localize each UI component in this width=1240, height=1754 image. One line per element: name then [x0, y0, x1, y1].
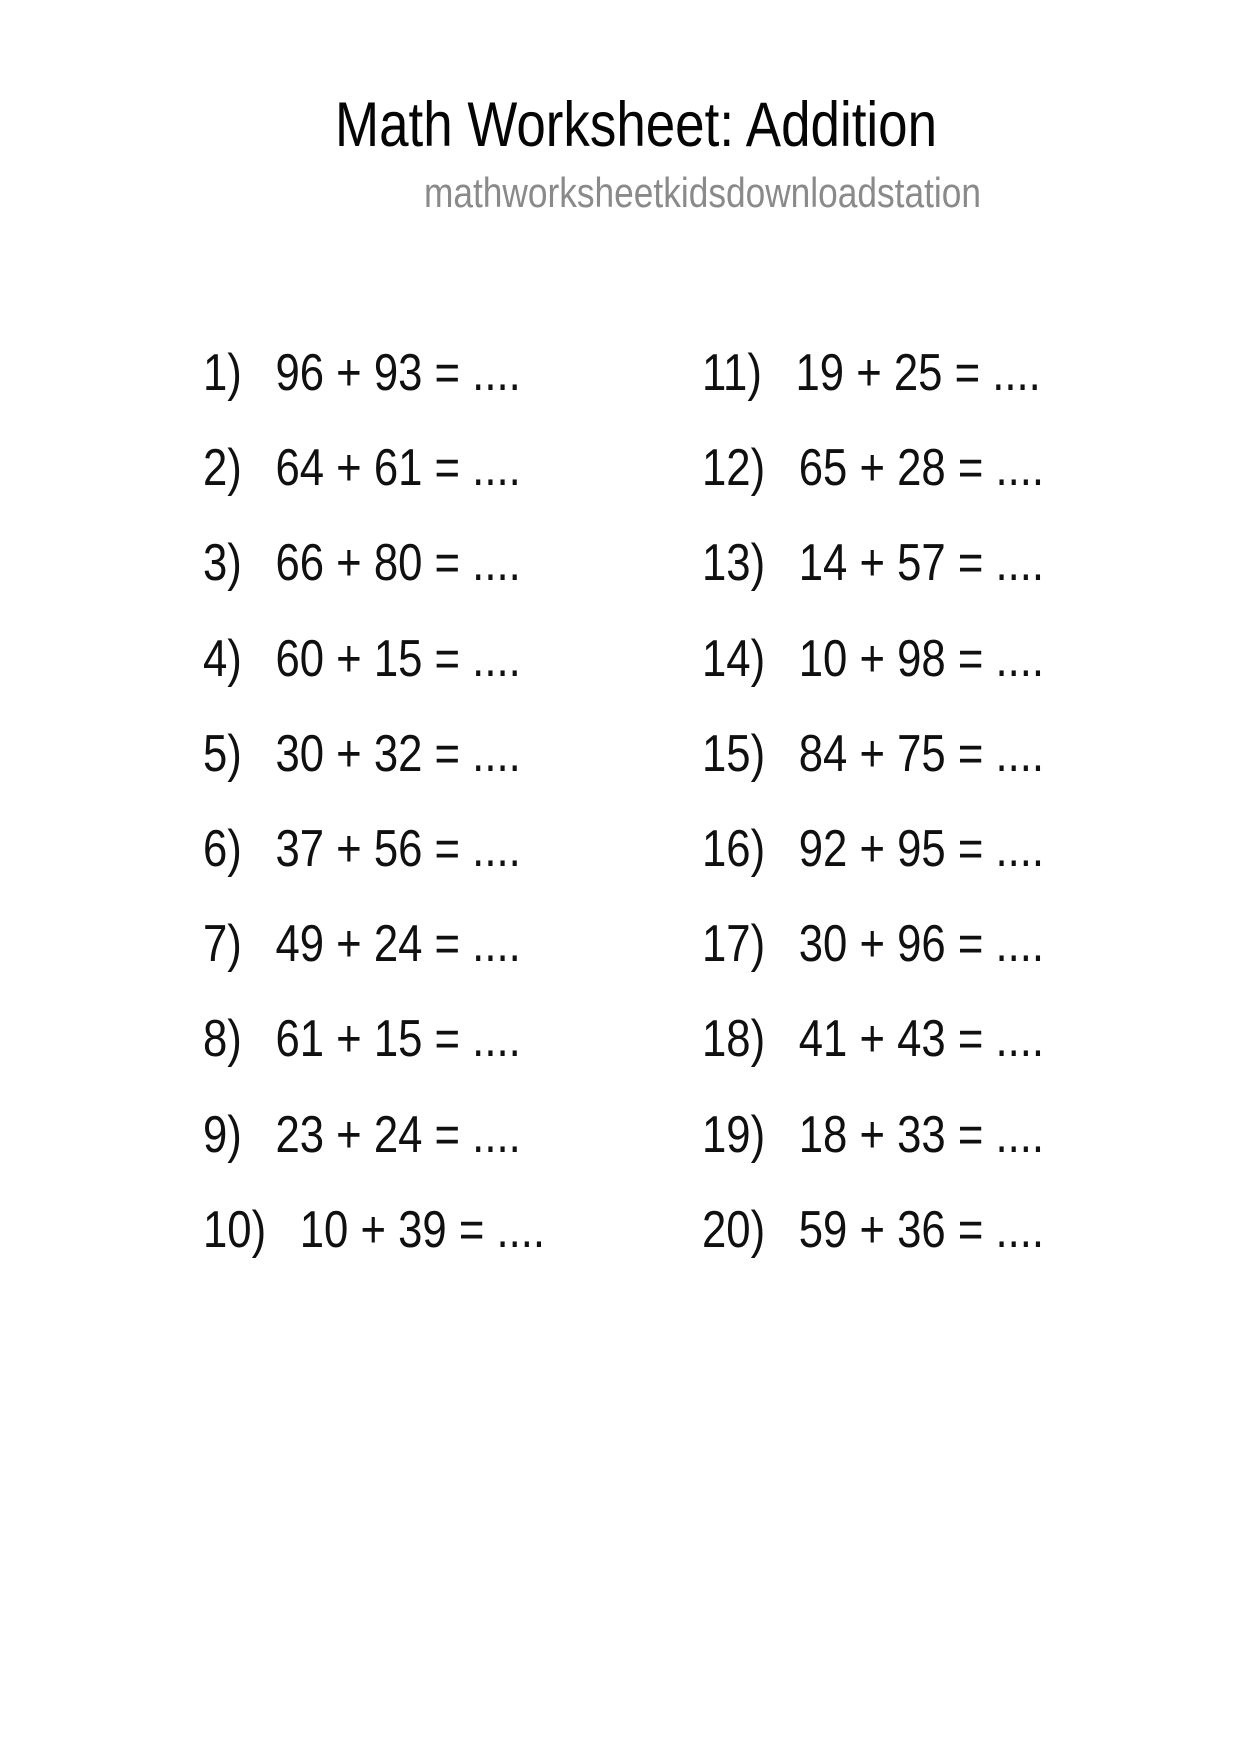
problem-expression: 49 + 24 = .... [275, 915, 521, 974]
problem-number-label: 1) [203, 344, 242, 402]
problem-row [702, 534, 1109, 632]
problem-expression: 41 + 43 = .... [798, 1010, 1045, 1069]
problem-text [203, 629, 521, 688]
problem-text [702, 439, 1045, 498]
problem-expression: 19 + 25 = .... [795, 344, 1041, 402]
problem-expression: 10 + 98 = .... [798, 629, 1045, 688]
problem-row [702, 819, 1109, 918]
problem-expression: 66 + 80 = .... [275, 534, 521, 593]
problem-row [203, 915, 610, 1013]
problem-row [702, 1010, 1109, 1108]
problem-expression: 64 + 61 = .... [275, 439, 521, 498]
problem-number-label: 8) [203, 1010, 242, 1069]
problem-number-label: 15) [702, 724, 766, 783]
problem-row [702, 629, 1109, 728]
problem-row [203, 819, 610, 918]
page-title: Math Worksheet: Addition [335, 90, 938, 160]
problem-row [203, 344, 610, 442]
problem-number-label: 17) [702, 915, 766, 974]
problem-expression: 61 + 15 = .... [275, 1010, 521, 1069]
problem-number-label: 18) [702, 1010, 766, 1069]
problem-number-label: 13) [702, 534, 766, 593]
problem-number-label: 5) [203, 724, 242, 783]
problems-column-right [702, 344, 1109, 1299]
problem-text [702, 344, 1041, 402]
problems-column-left [203, 344, 610, 1299]
problem-text [702, 1200, 1045, 1259]
problem-row [203, 629, 610, 728]
problem-row [702, 1105, 1109, 1204]
problem-number-label: 11) [702, 344, 762, 402]
problem-row [203, 1105, 610, 1204]
problem-text [702, 629, 1045, 688]
problem-expression: 30 + 32 = .... [275, 724, 521, 783]
problem-text [702, 915, 1045, 974]
problem-expression: 18 + 33 = .... [798, 1105, 1045, 1164]
problem-expression: 59 + 36 = .... [798, 1200, 1045, 1259]
problem-expression: 30 + 96 = .... [798, 915, 1045, 974]
problem-text [203, 1200, 546, 1259]
problem-text [702, 1010, 1045, 1069]
problem-expression: 84 + 75 = .... [798, 724, 1045, 783]
problem-text [203, 1105, 521, 1164]
problem-row [203, 1010, 610, 1108]
problem-expression: 60 + 15 = .... [275, 629, 521, 688]
problem-row [203, 534, 610, 632]
problem-number-label: 19) [702, 1105, 766, 1164]
problem-row [203, 1200, 610, 1299]
problem-text [702, 724, 1045, 783]
problem-expression: 92 + 95 = .... [798, 819, 1045, 878]
page-subtitle: mathworksheetkidsdownloadstation [424, 169, 981, 216]
problem-row [702, 439, 1109, 537]
problem-number-label: 9) [203, 1105, 242, 1164]
problem-number-label: 12) [702, 439, 766, 498]
problem-text [203, 819, 521, 878]
problem-text [203, 915, 521, 974]
problem-text [203, 344, 521, 402]
problem-number-label: 2) [203, 439, 242, 498]
problem-expression: 37 + 56 = .... [275, 819, 521, 878]
problem-row [203, 439, 610, 537]
problem-text [702, 534, 1045, 593]
problem-text [702, 819, 1045, 878]
problem-text [702, 1105, 1045, 1164]
problem-text [203, 724, 521, 783]
problem-number-label: 14) [702, 629, 766, 688]
problem-text [203, 534, 521, 593]
problem-expression: 96 + 93 = .... [275, 344, 521, 402]
problem-row [702, 344, 1109, 442]
problem-number-label: 6) [203, 819, 242, 878]
problem-row [702, 915, 1109, 1013]
problem-number-label: 16) [702, 819, 766, 878]
problem-expression: 23 + 24 = .... [275, 1105, 521, 1164]
problem-row [203, 724, 610, 823]
problem-row [702, 724, 1109, 823]
problem-number-label: 20) [702, 1200, 766, 1259]
problem-row [702, 1200, 1109, 1299]
problem-expression: 14 + 57 = .... [798, 534, 1045, 593]
problem-text [203, 439, 521, 498]
problem-number-label: 4) [203, 629, 242, 688]
problem-number-label: 10) [203, 1200, 267, 1259]
problem-number-label: 3) [203, 534, 242, 593]
problem-expression: 65 + 28 = .... [798, 439, 1045, 498]
problem-text [203, 1010, 521, 1069]
problem-number-label: 7) [203, 915, 242, 974]
problem-expression: 10 + 39 = .... [299, 1200, 546, 1259]
